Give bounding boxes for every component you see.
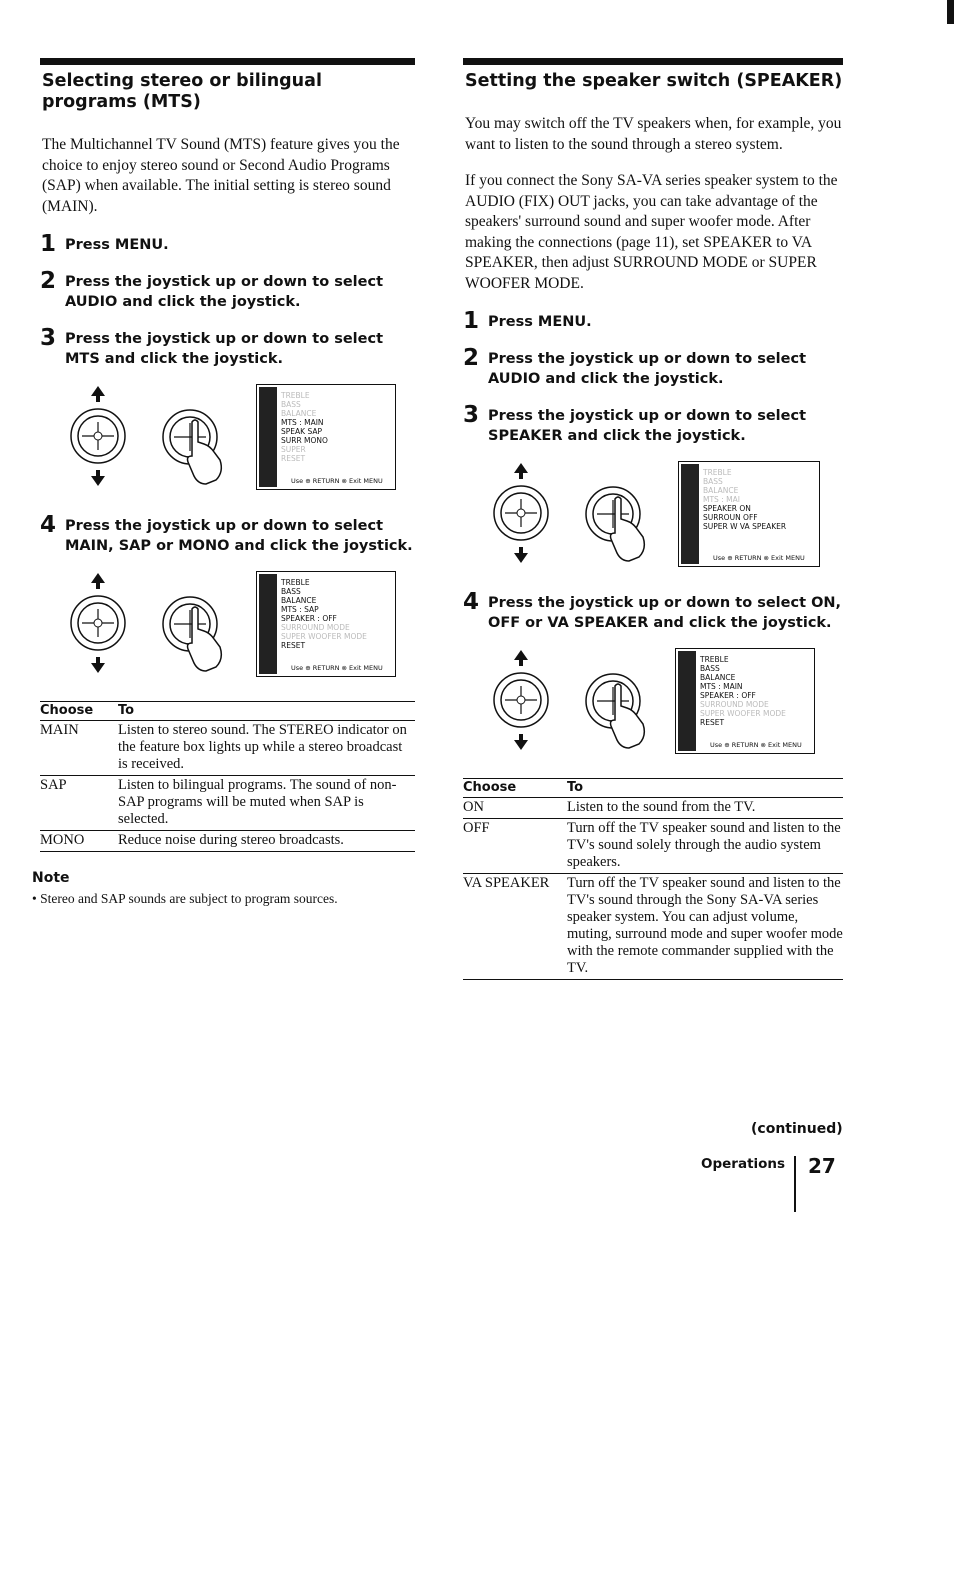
cell-to: Listen to the sound from the TV. — [567, 797, 843, 818]
menu-footer: Use ⊕ RETURN ⊗ Exit MENU — [291, 663, 383, 672]
menu-line: SUPER — [281, 444, 306, 454]
menu-icon-strip — [681, 464, 699, 564]
joystick-click-icon — [160, 392, 240, 492]
cell-to: Turn off the TV speaker sound and listen to the TV's sound solely through the audio system speakers. — [567, 818, 843, 873]
joystick-updown-icon — [68, 571, 128, 675]
menu-line: TREBLE — [281, 390, 310, 400]
step-number: 3 — [40, 324, 57, 351]
step-text: Press the joystick up or down to select SPEAKER and click the joystick. — [488, 407, 807, 444]
cell-to: Turn off the TV speaker sound and listen to the TV's sound through the Sony SA-VA series speaker system. You can adjust volume, muting, surround mode and super woofer mode with the remote commander supplied with the TV. — [567, 873, 843, 979]
joystick-click-icon — [160, 579, 240, 679]
menu-line: BALANCE — [281, 408, 317, 418]
table-row — [463, 818, 843, 873]
step-text: Press the joystick up or down to select AUDIO and click the joystick. — [488, 350, 807, 387]
intro-paragraph: You may switch off the TV speakers when, for example, you want to listen to the sound through a stereo system. — [465, 115, 842, 153]
menu-line: RESET — [281, 640, 306, 650]
tv-menu-screen — [256, 384, 396, 490]
left-column — [32, 58, 415, 908]
menu-line: SPEAKER ON — [703, 503, 751, 513]
menu-line: SUPER WOOFER MODE — [281, 631, 367, 641]
step-1 — [463, 310, 843, 333]
menu-line: MTS : MAIN — [700, 681, 743, 691]
menu-line: BASS — [281, 586, 301, 596]
tv-menu-screen — [675, 648, 815, 754]
step-4 — [40, 511, 415, 557]
menu-line: SPEAKER : OFF — [700, 690, 756, 700]
table-row — [40, 830, 415, 851]
joystick-figure-1 — [40, 384, 415, 496]
note-heading: Note — [32, 869, 70, 886]
menu-line: SPEAK SAP — [281, 426, 323, 436]
menu-line: RESET — [700, 717, 725, 727]
step-text: Press the joystick up or down to select MTS and click the joystick. — [65, 330, 384, 367]
menu-line: TREBLE — [703, 467, 732, 477]
menu-line: MTS : SAP — [281, 604, 319, 614]
joystick-updown-icon — [491, 461, 551, 565]
step-number: 1 — [463, 308, 480, 334]
table-row — [40, 775, 415, 830]
table-row — [463, 873, 843, 979]
step-number: 4 — [40, 511, 57, 538]
step-text: Press the joystick up or down to select AUDIO and click the joystick. — [65, 273, 384, 310]
menu-line: SURROUN OFF — [703, 512, 758, 522]
menu-line: BALANCE — [703, 485, 739, 495]
cell-choose: MAIN — [40, 720, 118, 775]
cell-to: Listen to stereo sound. The STEREO indicator on the feature box lights up while a stereo broadcast is received. — [118, 720, 415, 775]
menu-line: SURROUND MODE — [281, 622, 350, 632]
cell-to: Reduce noise during stereo broadcasts. — [118, 830, 415, 851]
note-text: • Stereo and SAP sounds are subject to program sources. — [32, 890, 338, 906]
page-number: 27 — [808, 1154, 836, 1178]
menu-line: SPEAKER : OFF — [281, 613, 337, 623]
menu-line: BASS — [700, 663, 720, 673]
menu-line: SURR MONO — [281, 435, 328, 445]
joystick-click-icon — [583, 469, 663, 569]
section-rule — [40, 58, 415, 65]
tv-menu-screen — [256, 571, 396, 677]
column-header-choose: Choose — [463, 778, 567, 797]
menu-footer: Use ⊕ RETURN ⊗ Exit MENU — [710, 740, 802, 749]
column-header-choose: Choose — [40, 701, 118, 720]
intro-paragraph: If you connect the Sony SA-VA series speaker system to the AUDIO (FIX) OUT jacks, you can take advantage of the speakers' surround sound and super woofer mode. After making the connections (page 11), set SPEAKER to VA SPEAKER, then adjust SURROUND MODE or SUPER WOOFER MODE. — [465, 172, 838, 292]
cell-choose: ON — [463, 797, 567, 818]
menu-line: BASS — [281, 399, 301, 409]
table-row — [463, 797, 843, 818]
menu-line: TREBLE — [700, 654, 729, 664]
menu-line: SURROUND MODE — [700, 699, 769, 709]
page-edge-mark — [947, 0, 954, 24]
joystick-figure-2 — [40, 571, 415, 683]
menu-footer: Use ⊕ RETURN ⊗ Exit MENU — [713, 553, 805, 562]
cell-to: Listen to bilingual programs. The sound of non-SAP programs will be muted when SAP is selected. — [118, 775, 415, 830]
step-2 — [463, 344, 843, 390]
step-1 — [40, 233, 415, 256]
joystick-updown-icon — [491, 648, 551, 752]
continued-label: (continued) — [751, 1121, 843, 1137]
step-4 — [463, 588, 843, 634]
section-footer: Operations — [701, 1156, 786, 1172]
menu-line: BASS — [703, 476, 723, 486]
menu-line: MTS : MAI — [703, 494, 740, 504]
column-header-to: To — [567, 778, 843, 797]
section-title-speaker: Setting the speaker switch (SPEAKER) — [465, 71, 843, 91]
step-text: Press MENU. — [488, 314, 592, 330]
step-2 — [40, 267, 415, 313]
menu-icon-strip — [678, 651, 696, 751]
menu-line: RESET — [281, 453, 306, 463]
menu-icon-strip — [259, 387, 277, 487]
step-number: 4 — [463, 588, 480, 615]
step-number: 1 — [40, 231, 57, 257]
footer-divider — [794, 1156, 796, 1212]
cell-choose: VA SPEAKER — [463, 873, 567, 979]
cell-choose: SAP — [40, 775, 118, 830]
step-number: 2 — [463, 344, 480, 371]
step-text: Press the joystick up or down to select ON, OFF or VA SPEAKER and click the joystick. — [488, 594, 842, 631]
menu-line: TREBLE — [281, 577, 310, 587]
menu-line: BALANCE — [700, 672, 736, 682]
menu-line: MTS : MAIN — [281, 417, 324, 427]
right-column — [463, 58, 843, 980]
cell-choose: MONO — [40, 830, 118, 851]
joystick-figure-3 — [463, 461, 843, 573]
section-rule — [463, 58, 843, 65]
mts-options-table — [40, 701, 415, 852]
menu-line: SUPER WOOFER MODE — [700, 708, 786, 718]
speaker-options-table — [463, 778, 843, 980]
menu-icon-strip — [259, 574, 277, 674]
step-number: 3 — [463, 401, 480, 428]
table-row — [40, 720, 415, 775]
intro-paragraph: The Multichannel TV Sound (MTS) feature gives you the choice to enjoy stereo sound or Second Audio Programs (SAP) when available. The initial setting is stereo sound (MAIN). — [42, 136, 400, 215]
step-3 — [40, 324, 415, 370]
joystick-click-icon — [583, 656, 663, 756]
menu-line: SUPER W VA SPEAKER — [703, 521, 787, 531]
step-text: Press MENU. — [65, 237, 169, 253]
menu-footer: Use ⊕ RETURN ⊗ Exit MENU — [291, 476, 383, 485]
cell-choose: OFF — [463, 818, 567, 873]
joystick-figure-4 — [463, 648, 843, 760]
step-number: 2 — [40, 267, 57, 294]
step-3 — [463, 401, 843, 447]
column-header-to: To — [118, 701, 415, 720]
joystick-updown-icon — [68, 384, 128, 488]
menu-line: BALANCE — [281, 595, 317, 605]
tv-menu-screen — [678, 461, 820, 567]
section-title-mts: Selecting stereo or bilingual programs (MTS) — [42, 71, 322, 112]
step-text: Press the joystick up or down to select MAIN, SAP or MONO and click the joystick. — [65, 517, 413, 554]
